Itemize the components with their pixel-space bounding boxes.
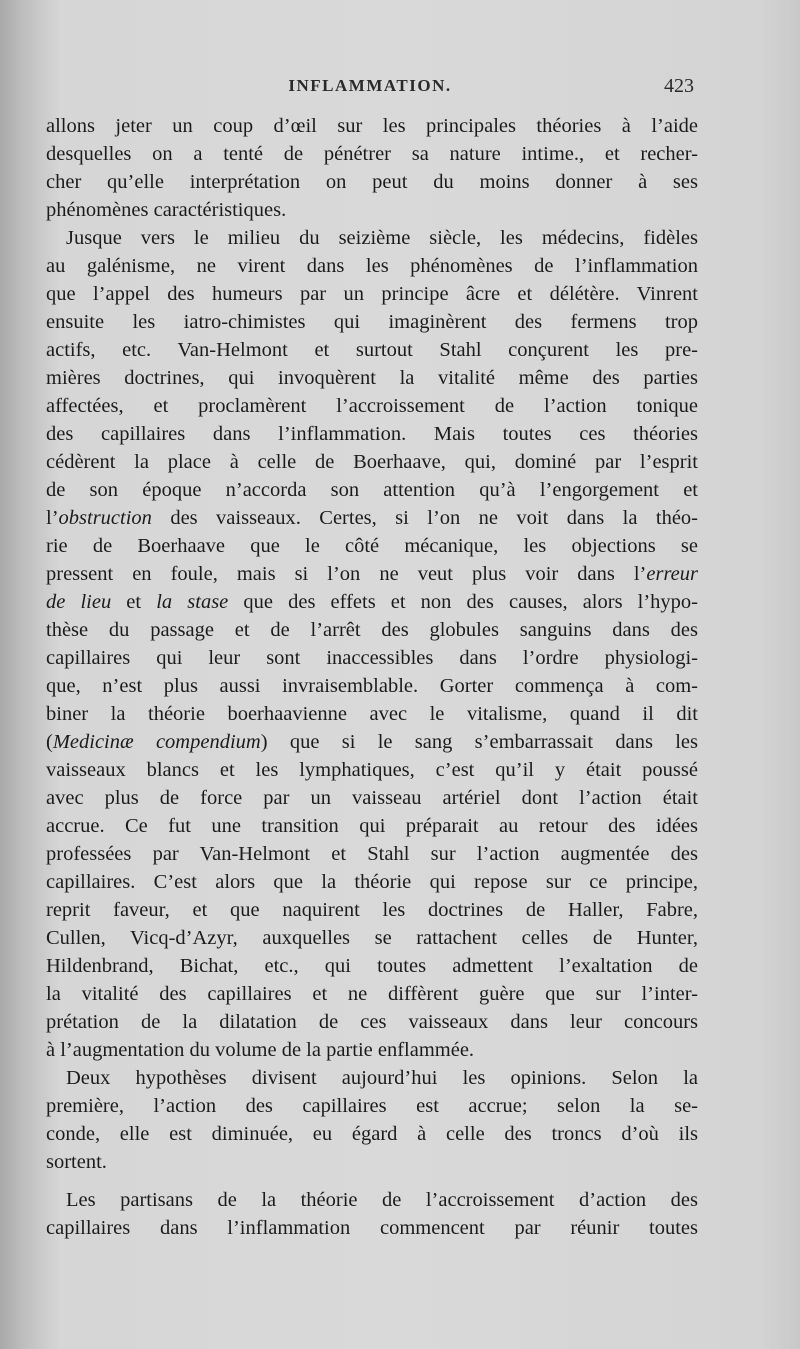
text-line: pressent en foule, mais si l’on ne veut plus voir dans l’erreur	[46, 563, 698, 585]
paragraph	[46, 1186, 698, 1242]
text-line: desquelles on a tenté de pénétrer sa nature intime., et recher-	[46, 143, 698, 165]
text-line: prétation de la dilatation de ces vaisseaux dans leur concours	[46, 1011, 698, 1033]
text-line: que l’appel des humeurs par un principe âcre et délétère. Vinrent	[46, 283, 698, 305]
text-line: professées par Van-Helmont et Stahl sur l’action augmentée des	[46, 843, 698, 865]
text-line: à l’augmentation du volume de la partie enflammée.	[46, 1039, 475, 1061]
text-line: Les partisans de la théorie de l’accroissement d’action des	[66, 1189, 698, 1211]
text-line: allons jeter un coup d’œil sur les principales théories à l’aide	[46, 115, 698, 137]
text-line: phénomènes caractéristiques.	[46, 199, 287, 221]
text-line: thèse du passage et de l’arrêt des globules sanguins dans des	[46, 619, 698, 641]
text-line: ensuite les iatro-chimistes qui imaginèrent des fermens trop	[46, 311, 698, 333]
text-line: accrue. Ce fut une transition qui préparait au retour des idées	[46, 815, 698, 837]
page-header	[44, 76, 696, 104]
text-line: des capillaires dans l’inflammation. Mais toutes ces théories	[46, 423, 698, 445]
text-line: Deux hypothèses divisent aujourd’hui les opinions. Selon la	[66, 1067, 698, 1089]
text-line: de lieu et la stase que des effets et non des causes, alors l’hypo-	[46, 591, 698, 613]
body-text	[46, 112, 698, 1242]
text-line: capillaires. C’est alors que la théorie qui repose sur ce principe,	[46, 871, 698, 893]
text-line: Hildenbrand, Bichat, etc., qui toutes admettent l’exaltation de	[46, 955, 698, 977]
paragraph	[46, 1064, 698, 1176]
text-line: sortent.	[46, 1151, 107, 1173]
text-line: capillaires dans l’inflammation commencent par réunir toutes	[46, 1217, 698, 1239]
text-line: la vitalité des capillaires et ne diffèrent guère que sur l’inter-	[46, 983, 698, 1005]
text-line: l’obstruction des vaisseaux. Certes, si l’on ne voit dans la théo-	[46, 507, 698, 529]
text-line: vaisseaux blancs et les lymphatiques, c’est qu’il y était poussé	[46, 759, 698, 781]
text-line: de son époque n’accorda son attention qu’à l’engorgement et	[46, 479, 698, 501]
paragraph	[46, 112, 698, 224]
text-line: biner la théorie boerhaavienne avec le vitalisme, quand il dit	[46, 703, 698, 725]
text-line: conde, elle est diminuée, eu égard à celle des troncs d’où ils	[46, 1123, 698, 1145]
text-line: (Medicinæ compendium) que si le sang s’embarrassait dans les	[46, 731, 698, 753]
text-line: mières doctrines, qui invoquèrent la vitalité même des parties	[46, 367, 698, 389]
text-line: affectées, et proclamèrent l’accroissement de l’action tonique	[46, 395, 698, 417]
text-line: avec plus de force par un vaisseau artériel dont l’action était	[46, 787, 698, 809]
paragraph-gap	[46, 1176, 698, 1186]
text-line: rie de Boerhaave que le côté mécanique, les objections se	[46, 535, 698, 557]
text-line: cédèrent la place à celle de Boerhaave, qui, dominé par l’esprit	[46, 451, 698, 473]
text-line: au galénisme, ne virent dans les phénomènes de l’inflammation	[46, 255, 698, 277]
text-line: actifs, etc. Van-Helmont et surtout Stahl conçurent les pre-	[46, 339, 698, 361]
page-number: 423	[664, 75, 694, 97]
text-line: première, l’action des capillaires est accrue; selon la se-	[46, 1095, 698, 1117]
text-line: Cullen, Vicq-d’Azyr, auxquelles se rattachent celles de Hunter,	[46, 927, 698, 949]
paragraph	[46, 224, 698, 1064]
text-line: capillaires qui leur sont inaccessibles dans l’ordre physiologi-	[46, 647, 698, 669]
running-title: INFLAMMATION.	[288, 76, 452, 95]
text-line: reprit faveur, et que naquirent les doctrines de Haller, Fabre,	[46, 899, 698, 921]
text-line: que, n’est plus aussi invraisemblable. Gorter commença à com-	[46, 675, 698, 697]
text-line: Jusque vers le milieu du seizième siècle, les médecins, fidèles	[66, 227, 698, 249]
text-line: cher qu’elle interprétation on peut du moins donner à ses	[46, 171, 698, 193]
